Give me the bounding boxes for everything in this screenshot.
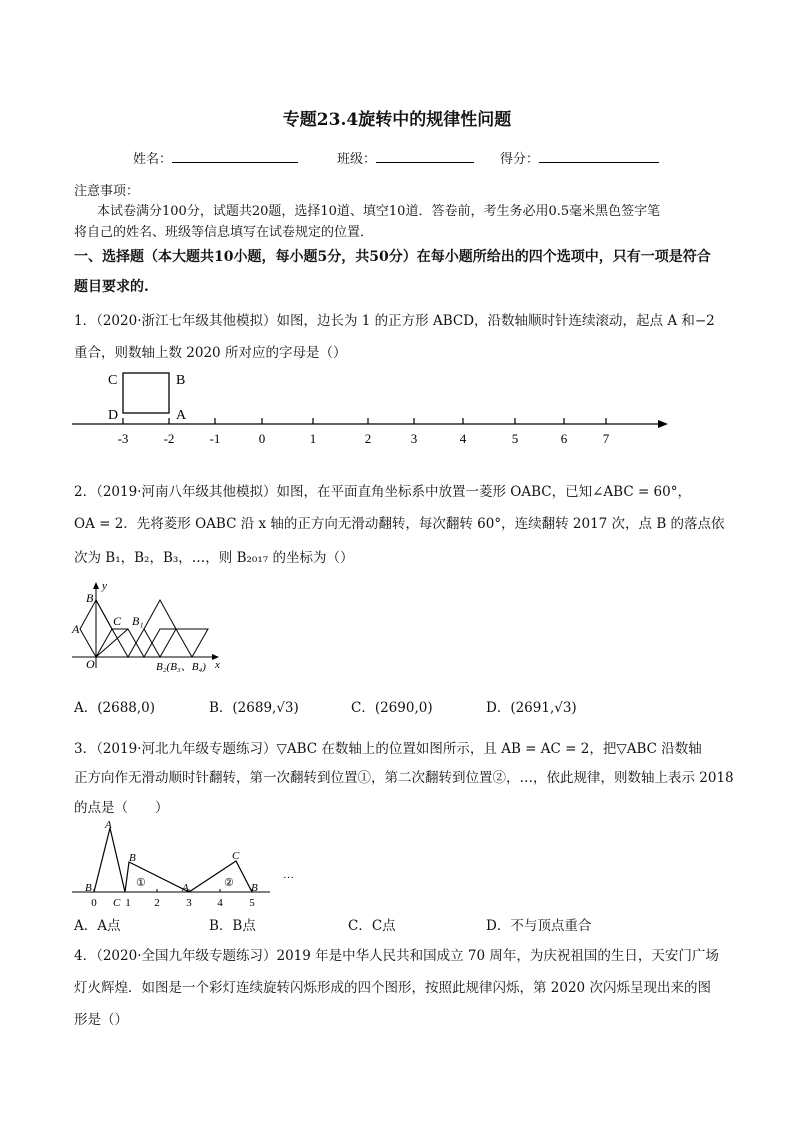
notes-line1: 本试卷满分100分，试题共20题，选择10道、填空10道．答卷前，考生务必用0.5毫米黑色签字笔: [97, 204, 661, 219]
label-circle-1: ①: [136, 877, 146, 889]
q1-figure: [0, 360, 794, 455]
q3-figure: [0, 816, 794, 911]
label-y: y: [102, 580, 107, 592]
label-D: D: [108, 408, 119, 423]
axis-tick-label: 1: [309, 431, 317, 446]
q1-line2: 重合，则数轴上数 2020 所对应的字母是（）: [74, 345, 347, 361]
q3-option-b: B．B点: [209, 918, 256, 934]
axis-tick-label: -3: [117, 431, 129, 446]
axis-arrow: [658, 420, 668, 428]
axis-tick-label: 4: [217, 897, 223, 909]
axis-tick-label: 1: [125, 897, 131, 909]
label-C-right: C: [232, 850, 240, 862]
q2-option-a: A．(2688,0): [74, 700, 156, 716]
q3-line1: 3．（2019·河北九年级专题练习）▽ABC 在数轴上的位置如图所示，且 AB = AC = 2，把▽ABC 沿数轴: [74, 741, 702, 757]
name-blank: [172, 150, 298, 163]
q2-line3: 次为 B₁，B₂，B₃，…，则 B₂₀₁₇ 的坐标为（）: [74, 550, 354, 566]
q2-line2: OA = 2．先将菱形 OABC 沿 x 轴的正方向无滑动翻转，每次翻转 60°，连续翻转 2017 次，点 B 的落点依: [74, 516, 725, 532]
q3-option-d: D．不与顶点重合: [486, 918, 592, 934]
q2-option-c: C．(2690,0): [351, 700, 433, 716]
triangle-pos2: [189, 861, 252, 892]
label-A-top: A: [105, 819, 112, 831]
class-blank: [376, 150, 474, 163]
label-circle-2: ②: [224, 877, 234, 889]
axis-tick-label: 2: [364, 431, 372, 446]
section1-line1: 一、选择题（本大题共10小题，每小题5分，共50分）在每小题所给出的四个选项中，只有一项是符合: [74, 249, 711, 265]
label-C-mid: C: [113, 897, 121, 909]
notes-line2: 将自己的姓名、班级等信息填写在试卷规定的位置．: [74, 225, 374, 240]
axis-tick-label: 3: [186, 897, 192, 909]
label-B-mid: B: [129, 852, 136, 864]
label-C: C: [113, 614, 122, 628]
axis-tick-label: 6: [560, 431, 568, 446]
axis-tick-label: 0: [258, 431, 266, 446]
label-B-right: B: [251, 882, 258, 894]
label-x: x: [215, 659, 220, 671]
q2-option-d: D．(2691,√3): [486, 700, 577, 716]
q3-line2: 正方向作无滑动顺时针翻转，第一次翻转到位置①，第二次翻转到位置②，…，依此规律，则数轴上表示 2018: [74, 770, 734, 786]
label-O: O: [86, 657, 95, 671]
square-abcd: [123, 373, 169, 413]
name-field: [133, 148, 298, 167]
q3-line3: 的点是（ ）: [74, 800, 169, 816]
triangle-pos1: [125, 862, 189, 892]
q3-option-c: C．C点: [348, 918, 396, 934]
name-label: 姓名：: [133, 152, 173, 167]
class-field: [337, 148, 474, 167]
notes-heading: 注意事项：: [74, 184, 140, 199]
score-blank: [539, 150, 659, 163]
rhombus-path-4: [144, 600, 176, 629]
axis-tick-label: 4: [459, 431, 467, 446]
axis-tick-label: 5: [249, 897, 255, 909]
label-A: A: [72, 622, 80, 636]
section1-line2: 题目要求的.: [74, 279, 149, 295]
q1-line1: 1．（2020·浙江七年级其他模拟）如图，边长为 1 的正方形 ABCD，沿数轴顺时针连续滚动，起点 A 和−2: [74, 313, 715, 329]
axis-tick-label: 2: [154, 897, 160, 909]
label-B: B: [86, 591, 94, 605]
label-B2: B₂(B₃、B₄): [156, 661, 206, 673]
label-B1: B₁: [132, 614, 144, 628]
score-label: 得分：: [500, 152, 540, 167]
q3-option-a: A．A点: [74, 918, 121, 934]
label-A-mid: A: [182, 882, 189, 894]
axis-tick-label: 7: [602, 431, 610, 446]
q2-figure: [0, 578, 794, 673]
q4-line2: 灯火辉煌．如图是一个彩灯连续旋转闪烁形成的四个图形，按照此规律闪烁，第 2020 次闪烁呈现出来的图: [74, 980, 711, 996]
axis-tick-label: -2: [163, 431, 175, 446]
axis-tick-label: 5: [511, 431, 519, 446]
class-label: 班级：: [337, 152, 377, 167]
triangle-initial: [94, 828, 125, 892]
axis-tick-label: -1: [209, 431, 221, 446]
q2-option-b: B．(2689,√3): [209, 700, 299, 716]
axis-tick-label: 3: [410, 431, 418, 446]
page-title: 专题23.4旋转中的规律性问题: [282, 110, 512, 130]
score-field: [500, 148, 659, 167]
rhombus-path-3: [112, 629, 208, 657]
q4-line1: 4．（2020·全国九年级专题练习）2019 年是中华人民共和国成立 70 周年，为庆祝祖国的生日，天安门广场: [74, 948, 719, 964]
label-A: A: [176, 408, 187, 423]
q4-line3: 形是（）: [74, 1012, 128, 1028]
label-ellipsis: …: [283, 869, 294, 881]
label-B: B: [176, 373, 186, 388]
q2-line1: 2．（2019·河南八年级其他模拟）如图，在平面直角坐标系中放置一菱形 OABC，已知∠ABC = 60°，: [74, 484, 691, 500]
label-B-left: B: [85, 882, 92, 894]
y-axis-arrow: [93, 582, 99, 589]
axis-tick-label: 0: [91, 897, 97, 909]
label-C: C: [108, 373, 118, 388]
